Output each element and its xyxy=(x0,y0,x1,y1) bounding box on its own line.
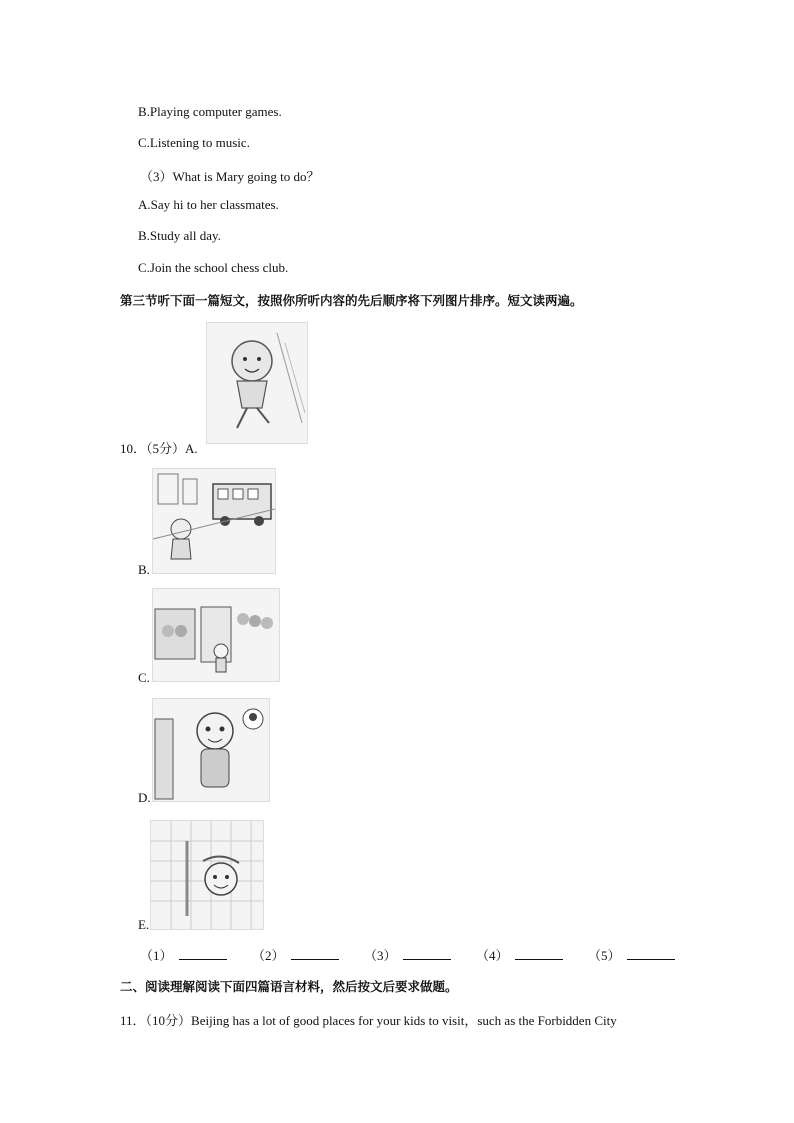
question-3: （3）What is Mary going to do？ xyxy=(140,169,320,184)
picture-e-label: E. xyxy=(138,917,150,932)
answer-blank-3[interactable]: （3） xyxy=(364,945,451,964)
answer-blank-4[interactable]: （4） xyxy=(476,945,563,964)
q10-label: 10．（5分）A. xyxy=(120,441,198,456)
option-a-say-hi: A.Say hi to her classmates. xyxy=(138,197,279,212)
picture-b-label: B. xyxy=(138,562,150,577)
picture-e-boy-shower xyxy=(150,820,264,930)
answer-blank-2[interactable]: （2） xyxy=(252,945,339,964)
option-c-listening-music: C.Listening to music. xyxy=(138,135,250,150)
picture-b-bus xyxy=(152,468,276,574)
option-b-study: B.Study all day. xyxy=(138,228,221,243)
picture-d-boy-thinking xyxy=(152,698,270,802)
picture-c-label: C. xyxy=(138,670,150,685)
picture-d-label: D. xyxy=(138,790,151,805)
option-b-playing-games: B.Playing computer games. xyxy=(138,104,282,119)
part-2-heading: 二、阅读理解阅读下面四篇语言材料，然后按文后要求做题。 xyxy=(120,979,458,994)
answer-blank-1[interactable]: （1） xyxy=(140,945,227,964)
picture-a-child-running xyxy=(206,322,308,444)
section-3-instruction: 第三节听下面一篇短文，按照你所听内容的先后顺序将下列图片排序。短文读两遍。 xyxy=(120,293,583,308)
answer-blank-5[interactable]: （5） xyxy=(588,945,675,964)
q11-text: 11．（10分）Beijing has a lot of good places for your kids to visit，such as the Forbidden City xyxy=(120,1013,617,1028)
picture-c-classroom xyxy=(152,588,280,682)
option-c-chess-club: C.Join the school chess club. xyxy=(138,260,289,275)
